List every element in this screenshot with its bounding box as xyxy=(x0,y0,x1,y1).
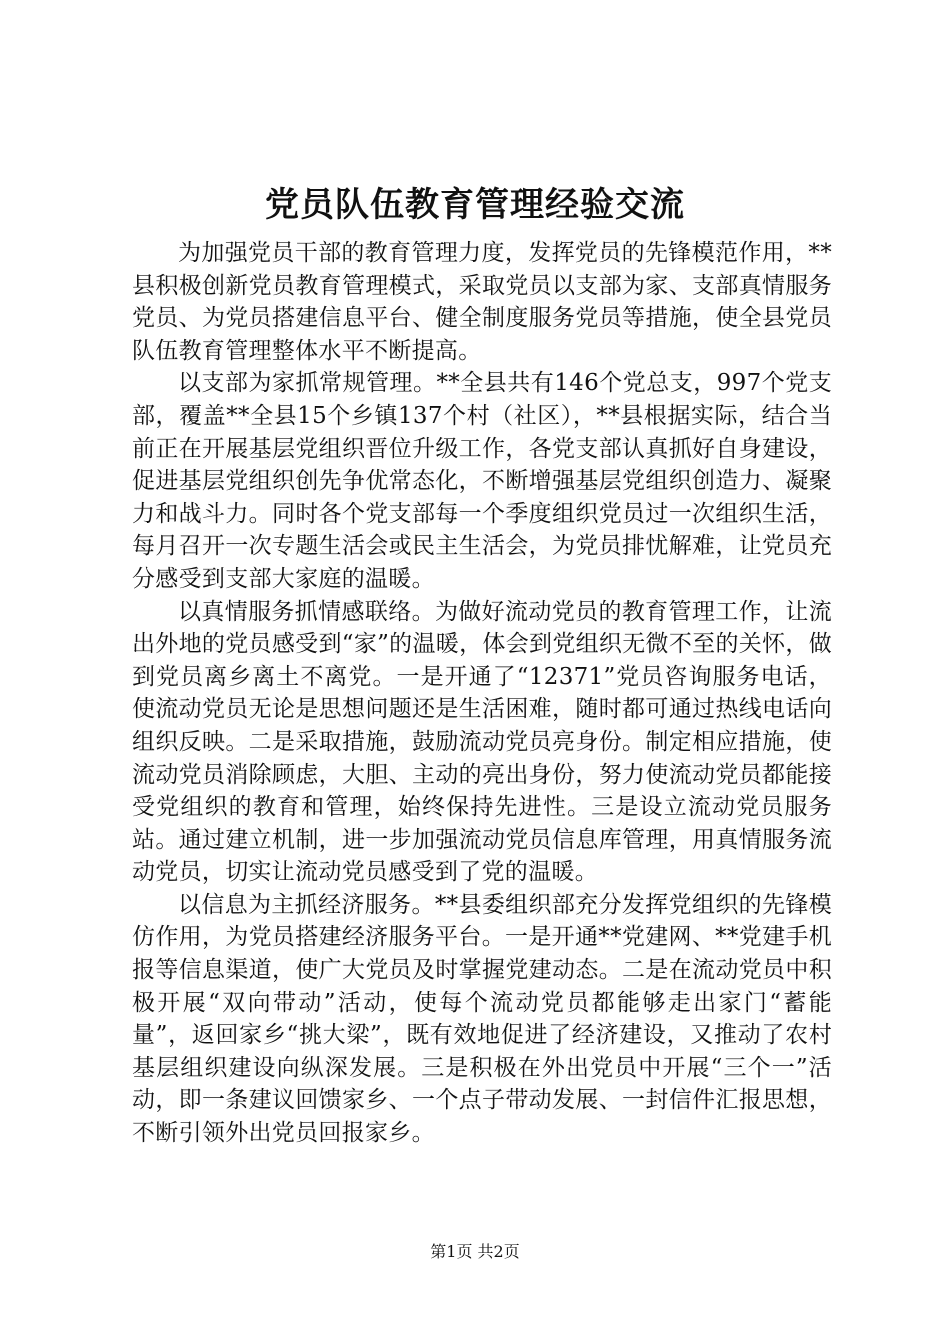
paragraph-branch-management: 以支部为家抓常规管理。**全县共有146个党总支，997个党支部，覆盖**全县15个乡镇137个村（社区），**县根据实际，结合当前正在开展基层党组织晋位升级工作，各党支部认真抓好自身建设，促进基层党组织创先争优常态化，不断增强基层党组织创造力、凝聚力和战斗力。同时各个党支部每一个季度组织党员过一次组织生活，每月召开一次专题生活会或民主生活会，为党员排忧解难，让党员充分感受到支部大家庭的温暖。 xyxy=(132,370,832,592)
paragraph-economic-service: 以信息为主抓经济服务。**县委组织部充分发挥党组织的先锋模仿作用，为党员搭建经济服务平台。一是开通**党建网、**党建手机报等信息渠道，使广大党员及时掌握党建动态。二是在流动党员中积极开展“双向带动”活动，使每个流动党员都能够走出家门“蓄能量”，返回家乡“挑大梁”，既有效地促进了经济建设，又推动了农村基层组织建设向纵深发展。三是积极在外出党员中开展“三个一”活动，即一条建议回馈家乡、一个点子带动发展、一封信件汇报思想，不断引领外出党员回报家乡。 xyxy=(132,891,832,1147)
paragraph-intro: 为加强党员干部的教育管理力度，发挥党员的先锋模范作用，**县积极创新党员教育管理模式，采取党员以支部为家、支部真情服务党员、为党员搭建信息平台、健全制度服务党员等措施，使全县党员队伍教育管理整体水平不断提高。 xyxy=(132,240,832,364)
document-body xyxy=(132,237,832,1150)
document-title: 党员队伍教育管理经验交流 xyxy=(265,185,685,225)
page-footer: 第1页 共2页 xyxy=(430,1242,520,1261)
paragraph-emotional-service: 以真情服务抓情感联络。为做好流动党员的教育管理工作，让流出外地的党员感受到“家”的温暖，体会到党组织无微不至的关怀，做到党员离乡离土不离党。一是开通了“12371”党员咨询服务电话，使流动党员无论是思想问题还是生活困难，随时都可通过热线电话向组织反映。二是采取措施，鼓励流动党员亮身份。制定相应措施，使流动党员消除顾虑，大胆、主动的亮出身份，努力使流动党员都能接受党组织的教育和管理，始终保持先进性。三是设立流动党员服务站。通过建立机制，进一步加强流动党员信息库管理，用真情服务流动党员，切实让流动党员感受到了党的温暖。 xyxy=(132,598,832,886)
